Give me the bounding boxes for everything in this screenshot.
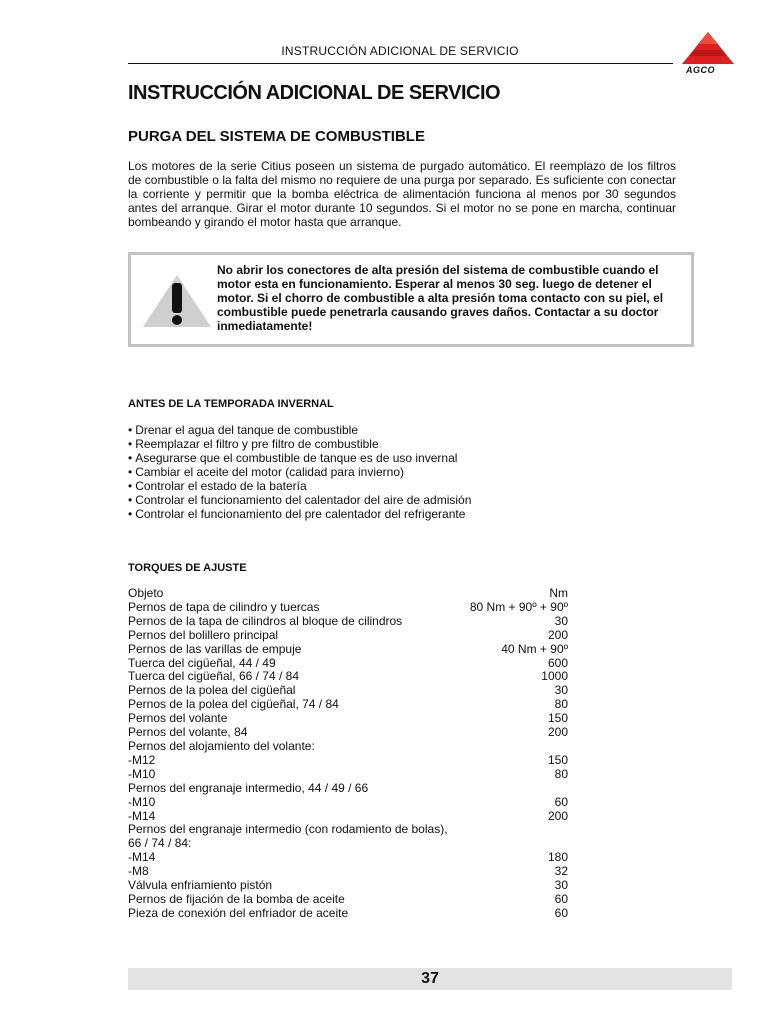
footer-bar [128,968,732,990]
row-object: Pernos de fijación de la bomba de aceite [128,891,345,906]
row-value [465,837,568,851]
row-value: 60 [554,905,568,920]
list-item: • Drenar el agua del tanque de combustible [128,423,471,437]
table-row [128,601,568,615]
table-row [128,657,568,671]
table-header-row [128,587,568,601]
list-item: • Controlar el funcionamiento del pre calentador del refrigerante [128,507,471,521]
row-value: 80 [554,697,568,712]
row-value: 40 Nm + 90º [501,641,568,656]
table-row [128,670,568,684]
header-divider [128,63,673,64]
row-value: 60 [554,794,568,809]
table-row [128,837,568,851]
row-value: 80 [554,766,568,781]
table-row [128,851,568,865]
warning-icon [141,273,219,331]
list-item: • Controlar el funcionamiento del calentador del aire de admisión [128,493,471,507]
row-object: Pernos del bolillero principal [128,627,279,642]
table-row [128,740,568,754]
list-item: • Asegurarse que el combustible de tanque es de uso invernal [128,451,471,465]
row-value: 150 [547,711,568,726]
table-row [128,684,568,698]
torque-table [128,587,568,921]
table-row [128,629,568,643]
row-object: Pieza de conexión del enfriador de aceite [128,905,349,920]
row-value: 80 Nm + 90º + 90º [469,599,568,614]
row-value [465,782,568,796]
row-value [465,740,568,754]
row-value: 60 [554,891,568,906]
row-value [465,823,568,837]
intro-paragraph: Los motores de la serie Citius poseen un sistema de purgado automático. El reemplazo de los filtros de combustible o la falta del mismo no requiere de una purga por separado. Es suficiente con conectar la corriente y permitir que la bomba eléctrica de alimentación funciona al menos por 30 segundos antes del arranque. Girar el motor durante 10 segundos. Si el motor no se pone en marcha, continuar bombeando y girando el motor hasta que arranque. [128,159,676,229]
table-row [128,893,568,907]
table-row [128,615,568,629]
row-object: -M8 [128,864,149,879]
row-object: Pernos de la tapa de cilindros al bloque de cilindros [128,613,403,628]
row-object: Pernos del volante, 84 [128,725,248,740]
table-row [128,768,568,782]
table-row [128,879,568,893]
table-row [128,823,568,837]
row-value: 200 [547,627,568,642]
row-object: -M14 [128,850,156,865]
row-object: Válvula enfriamiento pistón [128,878,273,893]
row-object: Pernos de las varillas de empuje [128,641,302,656]
row-object: Pernos del engranaje intermedio, 44 / 49 / 66 [128,780,369,795]
row-value: 32 [554,864,568,879]
row-value: 150 [547,752,568,767]
warning-box [128,252,694,347]
row-value: 30 [554,878,568,893]
row-value: 30 [554,613,568,628]
table-row [128,712,568,726]
list-item: • Cambiar el aceite del motor (calidad para invierno) [128,465,471,479]
table-row [128,754,568,768]
list-item: • Reemplazar el filtro y pre filtro de combustible [128,437,471,451]
header-title: INSTRUCCIÓN ADICIONAL DE SERVICIO [281,44,519,58]
list-item: • Controlar el estado de la batería [128,479,471,493]
row-value: 1000 [541,669,568,684]
row-object: Pernos del engranaje intermedio (con rodamiento de bolas), [128,822,448,837]
row-object: Tuerca del cigüeñal, 44 / 49 [128,655,276,670]
table-row [128,782,568,796]
page-title: INSTRUCCIÓN ADICIONAL DE SERVICIO [128,82,501,104]
row-object: Pernos del alojamiento del volante: [128,738,315,753]
torques-heading: TORQUES DE AJUSTE [128,562,247,574]
column-header-object: Objeto [128,586,164,600]
table-row [128,698,568,712]
row-value: 180 [547,850,568,865]
winter-heading: ANTES DE LA TEMPORADA INVERNAL [128,398,334,410]
winter-checklist [128,423,471,521]
table-row [128,796,568,810]
row-object: -M12 [128,752,156,767]
table-row [128,865,568,879]
row-object: Pernos del volante [128,711,228,726]
row-object: -M10 [128,766,156,781]
page-number: 37 [421,970,439,987]
table-row [128,643,568,657]
logo-text: AGCO [686,65,715,75]
row-object: Pernos de tapa de cilindro y tuercas [128,599,320,614]
row-object: Pernos de la polea del cigüeñal, 74 / 84 [128,697,339,712]
table-row [128,726,568,740]
row-value: 200 [547,725,568,740]
row-object: 66 / 74 / 84: [128,836,192,851]
row-value: 600 [547,655,568,670]
row-value: 30 [554,683,568,698]
section-title: PURGA DEL SISTEMA DE COMBUSTIBLE [128,128,425,145]
row-object: Tuerca del cigüeñal, 66 / 74 / 84 [128,669,299,684]
row-value: 200 [547,808,568,823]
row-object: -M10 [128,794,156,809]
row-object: Pernos de la polea del cigüeñal [128,683,296,698]
row-object: -M14 [128,808,156,823]
table-row [128,810,568,824]
warning-text: No abrir los conectores de alta presión del sistema de combustible cuando el motor esta en funcionamiento. Esperar al menos 30 seg. luego de detener el motor. Si el chorro de combustible a alta presión toma contacto con su piel, el combustible puede penetrarla causando graves daños. Contactar a su doctor inmediatamente! [217,263,664,333]
table-row [128,907,568,921]
column-header-value: Nm [549,586,568,600]
